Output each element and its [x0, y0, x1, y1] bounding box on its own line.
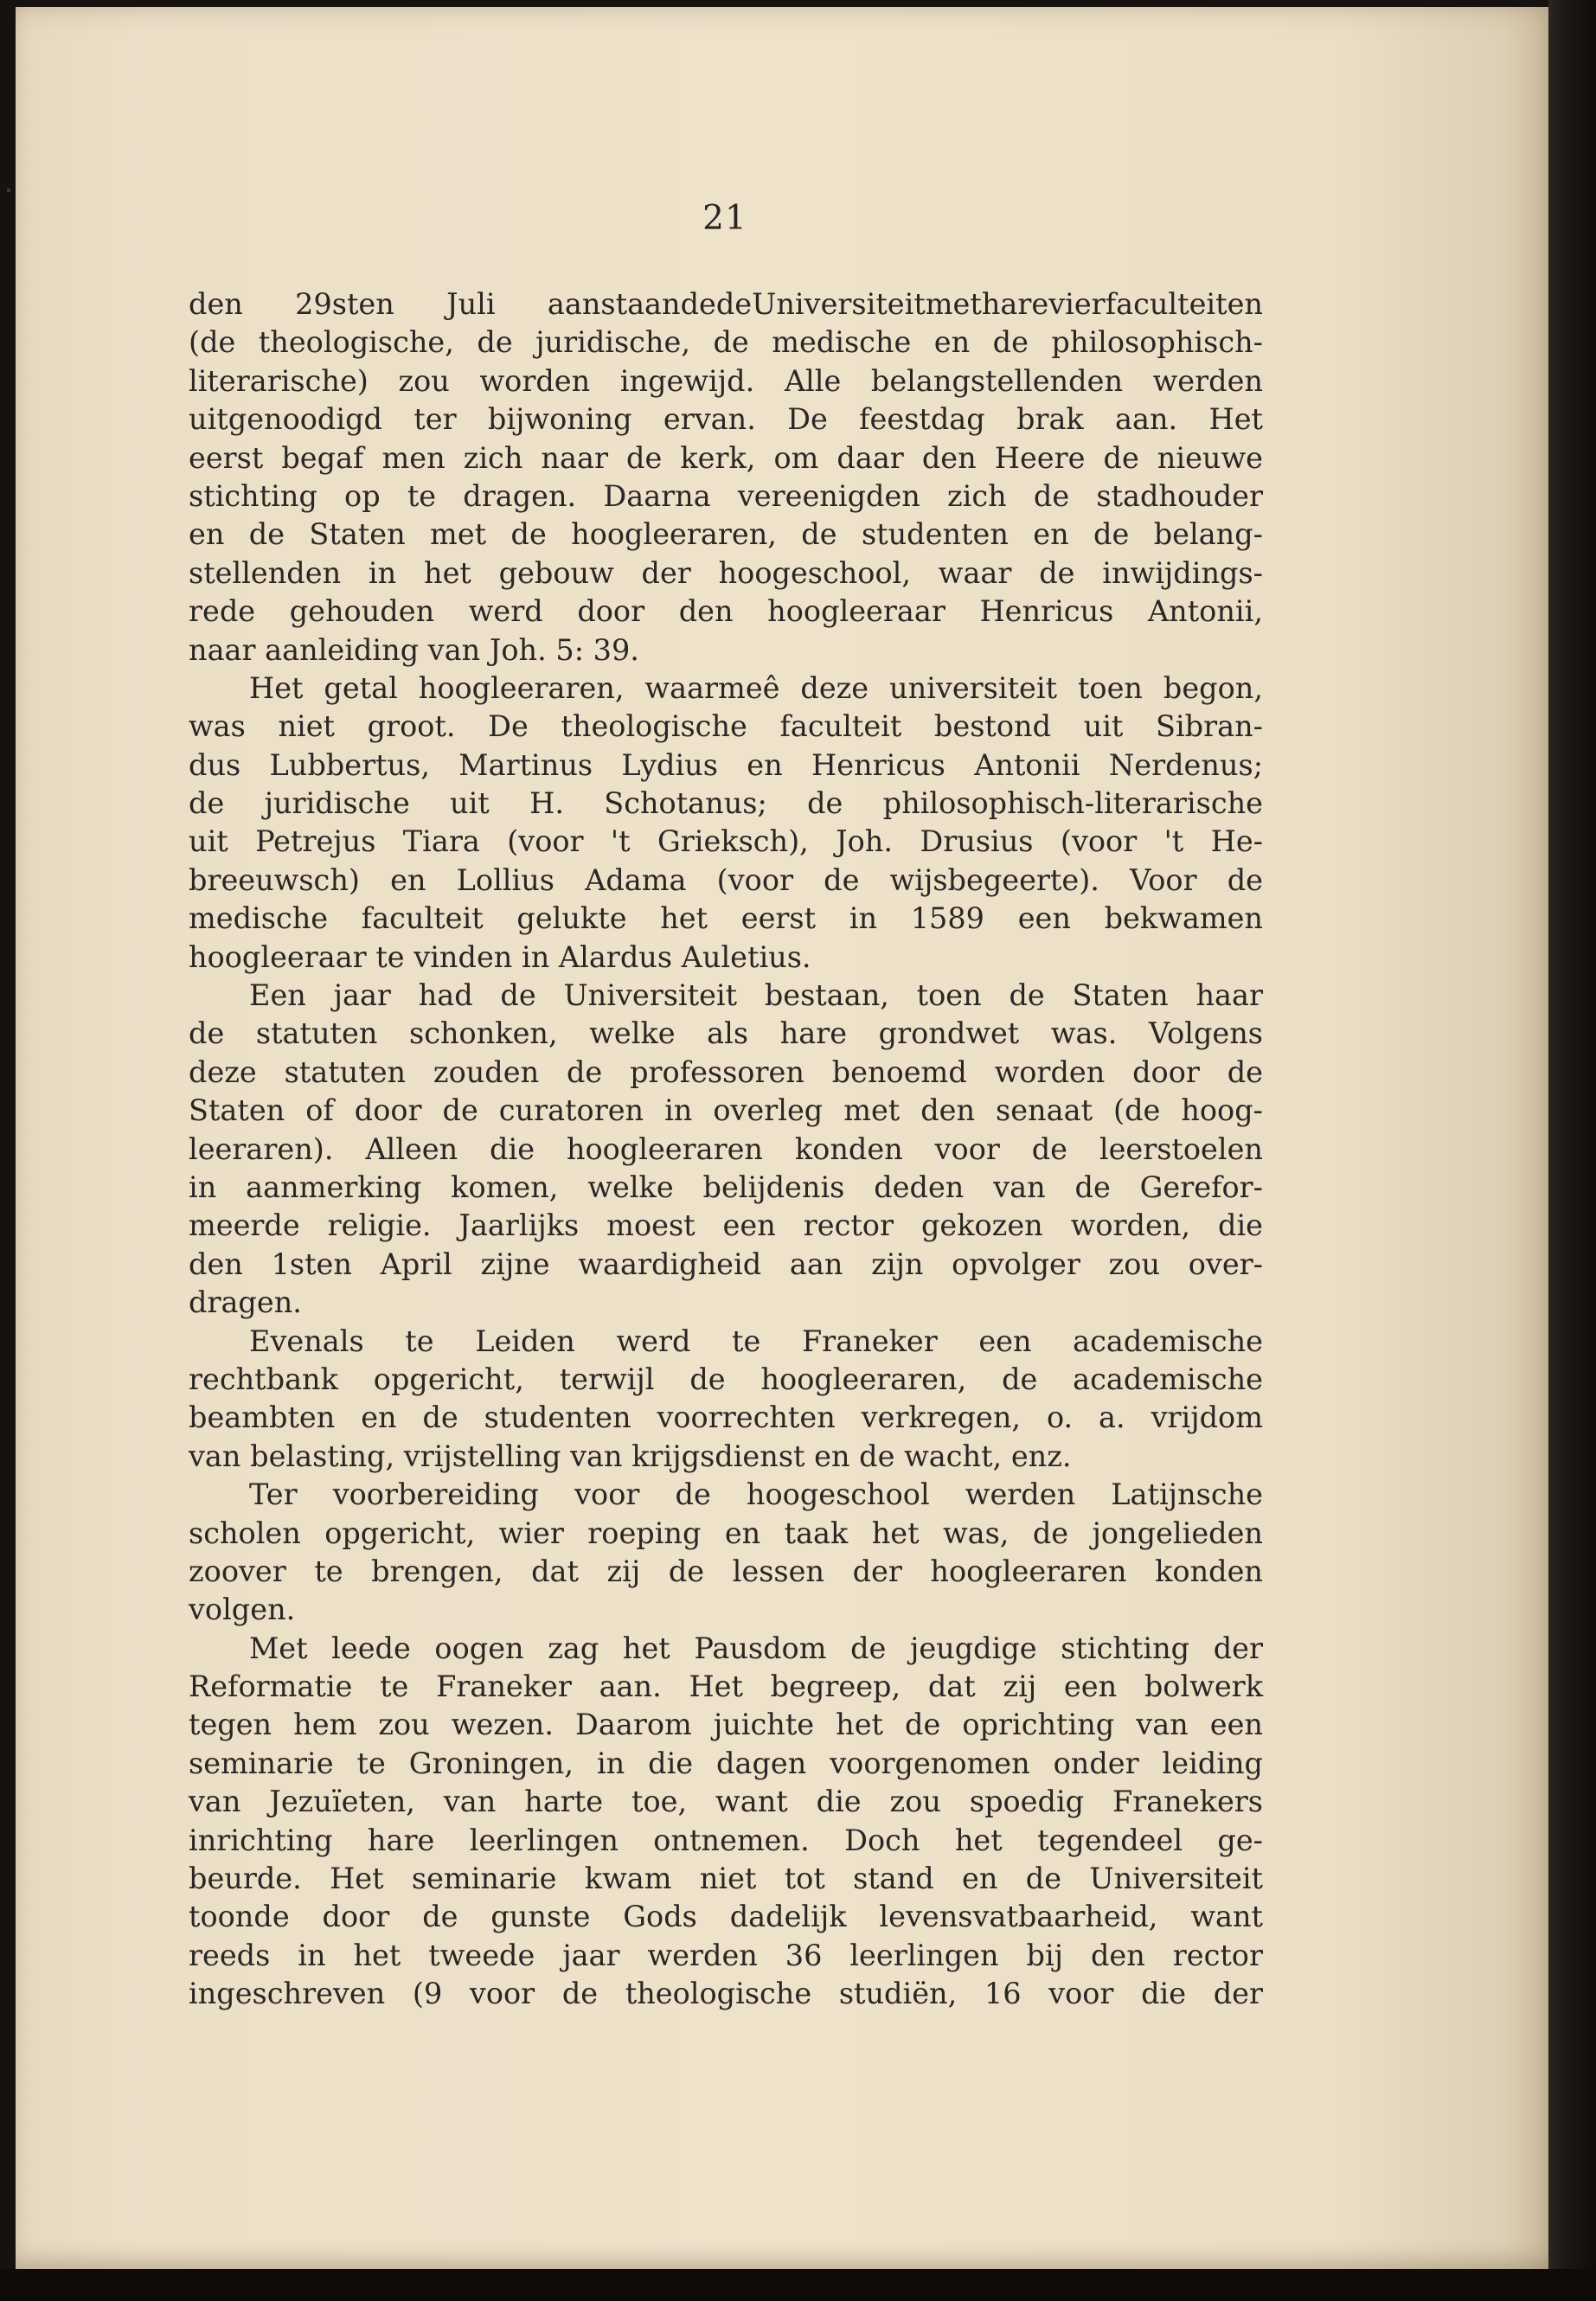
text-line: in aanmerking komen, welke belijdenis deden van de Gerefor-: [189, 1170, 1263, 1204]
book-edge-bottom: [0, 2269, 1596, 2301]
text-line: beurde. Het seminarie kwam niet tot stand en de Universiteit: [189, 1862, 1263, 1896]
page-number: 21: [702, 199, 747, 238]
text-line: beambten en de studenten voorrechten verkregen, o. a. vrijdom: [189, 1400, 1263, 1435]
text-line: Met leede oogen zag het Pausdom de jeugdige stichting der: [249, 1631, 1263, 1665]
text-line: leeraren). Alleen die hoogleeraren konden voor de leerstoelen: [189, 1131, 1263, 1166]
body-text: [189, 285, 1263, 2014]
text-line: Staten of door de curatoren in overleg met den senaat (de hoog-: [189, 1093, 1263, 1128]
book-page: [16, 7, 1564, 2269]
text-line: stellenden in het gebouw der hoogeschool, waar de inwijdings-: [189, 555, 1263, 590]
text-line: reeds in het tweede jaar werden 36 leerlingen bij den rector: [189, 1938, 1263, 1972]
text-line: deze statuten zouden de professoren benoemd worden door de: [189, 1054, 1263, 1089]
text-line: was niet groot. De theologische faculteit bestond uit Sibran-: [189, 709, 1263, 744]
text-line: Evenals te Leiden werd te Franeker een academische: [249, 1324, 1263, 1358]
text-line: inrichting hare leerlingen ontnemen. Doch het tegendeel ge-: [189, 1823, 1263, 1857]
text-line: Een jaar had de Universiteit bestaan, toen de Staten haar: [249, 978, 1263, 1013]
text-line: uitgenoodigd ter bijwoning ervan. De feestdag brak aan. Het: [189, 402, 1263, 437]
text-line: ingeschreven (9 voor de theologische studiën, 16 voor die der: [189, 1977, 1263, 2011]
text-line: Het getal hoogleeraren, waarmeê deze universiteit toen begon,: [249, 670, 1263, 705]
text-line: seminarie te Groningen, in die dagen voorgenomen onder leiding: [189, 1746, 1263, 1780]
text-line: den 29sten Juli aanstaandedeUniversiteitmetharevierfaculteiten: [189, 287, 1263, 321]
text-line: Reformatie te Franeker aan. Het begreep, dat zij een bolwerk: [189, 1670, 1263, 1704]
book-edge-right: [1548, 0, 1596, 2301]
text-line: medische faculteit gelukte het eerst in 1589 een bekwamen: [189, 901, 1263, 936]
scan-mark: [7, 189, 10, 192]
text-line: scholen opgericht, wier roeping en taak het was, de jongelieden: [189, 1516, 1263, 1550]
text-line: hoogleeraar te vinden in Alardus Auletius.: [189, 939, 811, 974]
text-line: tegen hem zou wezen. Daarom juichte het de oprichting van een: [189, 1708, 1263, 1742]
text-line: dragen.: [189, 1285, 302, 1320]
text-line: dus Lubbertus, Martinus Lydius en Henricus Antonii Nerdenus;: [189, 747, 1263, 782]
text-line: stichting op te dragen. Daarna vereenigden zich de stadhouder: [189, 478, 1263, 513]
text-line: toonde door de gunste Gods dadelijk levensvatbaarheid, want: [189, 1900, 1263, 1934]
text-line: Ter voorbereiding voor de hoogeschool werden Latijnsche: [249, 1477, 1263, 1512]
text-line: rechtbank opgericht, terwijl de hoogleeraren, de academische: [189, 1362, 1263, 1396]
text-line: uit Petrejus Tiara (voor 't Grieksch), Joh. Drusius (voor 't He-: [189, 824, 1263, 859]
text-line: de statuten schonken, welke als hare grondwet was. Volgens: [189, 1016, 1263, 1051]
text-line: eerst begaf men zich naar de kerk, om daar den Heere de nieuwe: [189, 440, 1263, 475]
text-line: en de Staten met de hoogleeraren, de studenten en de belang-: [189, 517, 1263, 552]
text-line: rede gehouden werd door den hoogleeraar Henricus Antonii,: [189, 594, 1263, 629]
text-line: van belasting, vrijstelling van krijgsdienst en de wacht, enz.: [189, 1439, 1072, 1473]
text-line: zoover te brengen, dat zij de lessen der hoogleeraren konden: [189, 1554, 1263, 1588]
text-line: (de theologische, de juridische, de medische en de philosophisch-: [189, 325, 1263, 360]
text-line: den 1sten April zijne waardigheid aan zijn opvolger zou over-: [189, 1247, 1263, 1281]
text-line: literarische) zou worden ingewijd. Alle belangstellenden werden: [189, 363, 1263, 398]
text-line: naar aanleiding van Joh. 5: 39.: [189, 632, 639, 667]
text-line: meerde religie. Jaarlijks moest een rector gekozen worden, die: [189, 1208, 1263, 1243]
text-line: volgen.: [189, 1593, 296, 1627]
text-line: breeuwsch) en Lollius Adama (voor de wijsbegeerte). Voor de: [189, 862, 1263, 897]
text-line: van Jezuïeten, van harte toe, want die zou spoedig Franekers: [189, 1785, 1263, 1819]
text-line: de juridische uit H. Schotanus; de philosophisch-literarische: [189, 786, 1263, 821]
